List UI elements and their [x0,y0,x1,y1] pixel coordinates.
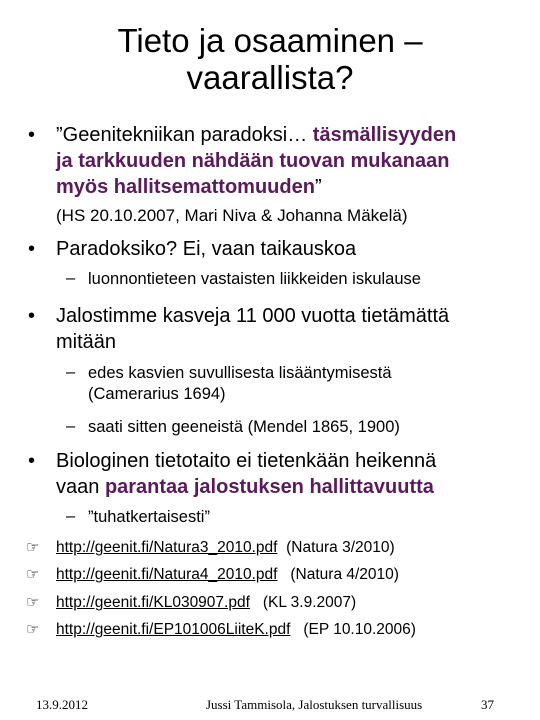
link-row [56,620,416,640]
bullet-biological-knowhow [56,448,436,500]
knowhow-line-1: Biologinen tietotaito ei tietenkään heikennä [56,450,437,472]
slide-title [40,22,500,96]
link-note: (KL 3.9.2007) [262,594,357,611]
breeding-line-1: Jalostimme kasveja 11 000 vuotta tietämättä [56,305,450,327]
bullet-icon: • [28,238,36,260]
dash-icon: – [66,269,76,287]
sub-slogan: luonnontieteen vastaisten liikkeiden iskulause [88,270,421,288]
pointing-hand-icon: ☞ [26,539,40,556]
sub-reproduction-line-1: edes kasvien suvullisesta lisääntymisestä [88,364,392,382]
link-note: (EP 10.10.2006) [303,621,416,638]
link-natura4[interactable]: http://geenit.fi/Natura4_2010.pdf [56,566,278,583]
footer-author: Jussi Tammisola, Jalostuksen turvallisuus [206,697,423,712]
link-row [56,565,399,585]
dash-icon: – [66,507,76,525]
title-line-2: vaarallista? [186,59,354,96]
quote-accent-line-1: täsmällisyyden [312,124,457,146]
knowhow-accent: parantaa jalostuksen hallittavuutta [104,476,434,498]
breeding-line-2: mitään [56,331,117,353]
link-row [56,538,395,558]
dash-icon: – [66,417,76,435]
link-natura3[interactable]: http://geenit.fi/Natura3_2010.pdf [56,539,278,556]
sub-genes: saati sitten geeneistä (Mendel 1865, 1900) [88,418,400,436]
title-line-1: Tieto ja osaaminen – [117,22,423,59]
link-ep[interactable]: http://geenit.fi/EP101006LiiteK.pdf [56,621,291,638]
quote-accent-line-2: ja tarkkuuden nähdään tuovan mukanaan [56,150,450,172]
pointing-hand-icon: ☞ [26,621,40,638]
bullet-icon: • [28,305,36,327]
bullet-breeding-history [56,303,449,355]
link-kl[interactable]: http://geenit.fi/KL030907.pdf [56,594,250,611]
sub-reproduction-line-2: (Camerarius 1694) [88,385,226,403]
pointing-hand-icon: ☞ [26,594,40,611]
pointing-hand-icon: ☞ [26,566,40,583]
bullet-icon: • [28,450,36,472]
bullet-superstition: Paradoksiko? Ei, vaan taikauskoa [56,238,357,260]
quote-suffix: ” [314,176,322,198]
page-number: 37 [481,697,494,712]
sub-thousandfold: ”tuhatkertaisesti” [88,508,210,526]
quote-accent-line-3: myös hallitsemattomuuden [56,176,315,198]
dash-icon: – [66,363,76,381]
knowhow-line-2-prefix: vaan [56,476,105,498]
bullet-icon: • [28,124,36,146]
link-row [56,593,356,613]
knowhow-line-2 [56,474,436,500]
sub-sexual-reproduction [88,363,392,405]
quote-prefix: ”Geenitekniikan paradoksi… [56,124,313,146]
quote-source: (HS 20.10.2007, Mari Niva & Johanna Mäkelä) [56,206,408,225]
footer-date: 13.9.2012 [36,697,88,712]
link-note: (Natura 4/2010) [290,566,399,583]
bullet-paradox-quote [56,122,536,200]
link-note: (Natura 3/2010) [286,539,395,556]
